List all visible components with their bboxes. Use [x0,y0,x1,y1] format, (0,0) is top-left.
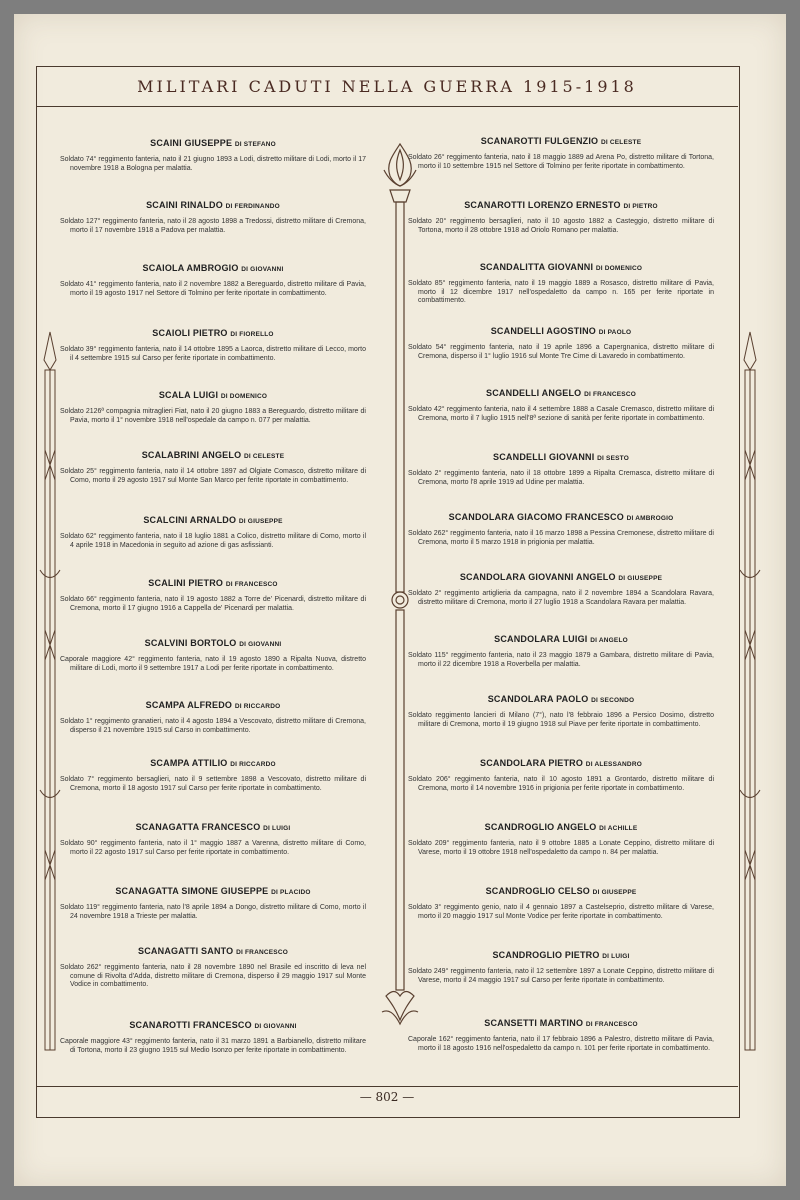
entry [60,1020,366,1055]
entry [60,450,366,485]
entry-name: SCAMPA ATTILIO DI RICCARDO [150,758,276,768]
entry-name: SCANAGATTA SIMONE GIUSEPPE DI PLACIDO [115,886,311,896]
entry-text: Soldato 25° reggimento fanteria, nato il 14 ottobre 1897 ad Olgiate Comasco, distretto militare di Como, morto il 29 agosto 1917 sul Monte San Marco per ferite riportate in combattimento. [60,468,366,484]
entry [60,200,366,235]
entry [408,326,714,361]
entry-text: Caporale maggiore 43° reggimento fanteria, nato il 31 marzo 1891 a Barbianello, distretto militare di Tortona, morto il 23 giugno 1915 sul Medio Isonzo per ferite riportate in combattimento. [60,1038,366,1054]
entry [408,634,714,669]
entry-text: Soldato 262° reggimento fanteria, nato il 16 marzo 1898 a Pessina Cremonese, distretto militare di Cremona, morto il 5 marzo 1918 in prigionia per malattia. [408,530,714,546]
entry-name: SCANDALITTA GIOVANNI DI DOMENICO [479,262,643,272]
entry-name: SCANDELLI AGOSTINO DI PAOLO [490,326,632,336]
entry [60,758,366,793]
entry-text: Soldato 249° reggimento fanteria, nato il 12 settembre 1897 a Lonate Ceppino, distretto militare di Varese, morto il 24 maggio 1917 sul Carso per ferite riportate in combattimento. [408,968,714,984]
entry [408,1018,714,1053]
entry-name: SCANAGATTI SANTO DI FRANCESCO [138,946,288,956]
entry [60,638,366,673]
entry-text: Soldato 90° reggimento fanteria, nato il 1° maggio 1887 a Varenna, distretto militare di Como, morto il 22 agosto 1917 sul Carso per ferite riportate in combattimento. [60,840,366,856]
entry [408,388,714,423]
entry-name: SCANAROTTI FRANCESCO DI GIOVANNI [129,1020,297,1030]
entry-text: Soldato 62° reggimento fanteria, nato il 18 luglio 1881 a Colico, distretto militare di Como, morto il 4 aprile 1918 in Macedonia in seguito ad azione di gas asfissianti. [60,533,366,549]
entry-text: Soldato 74° reggimento fanteria, nato il 21 giugno 1893 a Lodi, distretto militare di Lodi, morto il 17 novembre 1918 a Bologna per malattia. [60,156,366,172]
entry-name: SCAINI RINALDO DI FERDINANDO [146,200,280,210]
entry-name: SCAMPA ALFREDO DI RICCARDO [145,700,281,710]
entry-text: Soldato 85° reggimento fanteria, nato il 19 maggio 1889 a Rosasco, distretto militare di Pavia, morto il 12 dicembre 1917 nell'ospedaletto da campo n. 165 per ferite riportate in combattimento. [408,280,714,305]
entry-text: Soldato 66° reggimento fanteria, nato il 19 agosto 1882 a Torre de' Picenardi, distretto militare di Cremona, morto il 17 giugno 1916 a Cappella de' Picenardi per malattia. [60,596,366,612]
entry-name: SCANDROGLIO CELSO DI GIUSEPPE [485,886,637,896]
footer-divider [36,1086,738,1087]
entry [408,512,714,547]
entry [60,578,366,613]
entry-name: SCALA LUIGI DI DOMENICO [158,390,268,400]
entry-text: Soldato 7° reggimento bersaglieri, nato il 9 settembre 1898 a Vescovato, distretto militare di Cremona, morto il 18 agosto 1917 sul Carso per ferite riportate in combattimento. [60,776,366,792]
entry [60,138,366,173]
entry [60,700,366,735]
entry-name: SCANAROTTI FULGENZIO DI CELESTE [480,136,642,146]
entry-name: SCANDOLARA GIACOMO FRANCESCO DI AMBROGIO [448,512,674,522]
entry-name: SCANDOLARA PAOLO DI SECONDO [487,694,635,704]
entry-name: SCANDELLI ANGELO DI FRANCESCO [486,388,636,398]
right-fasces-ornament [738,330,762,1060]
entry [60,263,366,298]
entry-text: Soldato 262° reggimento fanteria, nato il 28 novembre 1890 nel Brasile ed inscritto di leva nel comune di Rivolta d'Adda, distretto militare di Cremona, disperso il 29 maggio 1917 sul Monte Vodice in combattimento. [60,964,366,989]
entry [408,886,714,921]
entry-name: SCAIOLA AMBROGIO DI GIOVANNI [142,263,284,273]
left-fasces-ornament [38,330,62,1060]
entry-text: Soldato 54° reggimento fanteria, nato il 19 aprile 1896 a Capergnanica, distretto militare di Cremona, disperso il 1° luglio 1916 sul Monte Tre Cime di Lavaredo in combattimento. [408,344,714,360]
entry [408,136,714,171]
entry-name: SCANAROTTI LORENZO ERNESTO DI PIETRO [464,200,658,210]
entry [408,822,714,857]
entry-name: SCANDOLARA PIETRO DI ALESSANDRO [480,758,642,768]
entry-text: Soldato 42° reggimento fanteria, nato il 4 settembre 1888 a Casale Cremasco, distretto militare di Cremona, morto il 7 luglio 1915 nell'8ª sezione di sanità per ferite riportate in combattimento. [408,406,714,422]
entry [60,886,366,921]
entry-text: Soldato 39° reggimento fanteria, nato il 14 ottobre 1895 a Laorca, distretto militare di Lecco, morto il 4 settembre 1915 sul Carso per ferite riportate in combattimento. [60,346,366,362]
entry [60,515,366,550]
entry-name: SCANDROGLIO PIETRO DI LUIGI [492,950,630,960]
entry-text: Soldato 1° reggimento granatieri, nato il 4 agosto 1894 a Vescovato, distretto militare di Cremona, disperso il 21 novembre 1915 sul Carso in combattimento. [60,718,366,734]
entry [60,822,366,857]
entry-text: Soldato 2° reggimento artiglieria da campagna, nato il 2 novembre 1894 a Scandolara Ravara, distretto militare di Cremona, morto il 27 luglio 1918 a Scandolara Ravara per malattia. [408,590,714,606]
entry-name: SCANAGATTA FRANCESCO DI LUIGI [135,822,291,832]
entry-name: SCANDOLARA LUIGI DI ANGELO [494,634,628,644]
entry-text: Soldato 209° reggimento fanteria, nato il 9 ottobre 1885 a Lonate Ceppino, distretto militare di Varese, morto il 19 ottobre 1918 nell'ospedaletto da campo n. 84 per malattia. [408,840,714,856]
entry-name: SCANSETTI MARTINO DI FRANCESCO [484,1018,638,1028]
entry [408,262,714,306]
entry-text: Soldato 41° reggimento fanteria, nato il 2 novembre 1882 a Bereguardo, distretto militare di Pavia, morto il 19 agosto 1917 nel Settore di Tolmino per ferite riportate in combattimento. [60,281,366,297]
page-number: — 802 — [359,1090,415,1104]
entry [60,390,366,425]
entry-text: Soldato 20° reggimento bersaglieri, nato il 10 agosto 1882 a Casteggio, distretto militare di Tortona, morto il 28 ottobre 1918 ad Oriolo Romano per malattia. [408,218,714,234]
entry-text: Soldato 2126ª compagnia mitraglieri Fiat, nato il 20 giugno 1883 a Bereguardo, distretto militare di Pavia, morto il 1° novembre 1918 nell'ospedale da campo n. 077 per malattia. [60,408,366,424]
entry [408,950,714,985]
entry-name: SCANDOLARA GIOVANNI ANGELO DI GIUSEPPE [459,572,663,582]
entry [408,758,714,793]
entry-text: Soldato 119° reggimento fanteria, nato l'8 aprile 1894 a Dongo, distretto militare di Como, morto il 24 novembre 1918 a Trieste per malattia. [60,904,366,920]
entry [408,200,714,235]
entry [408,694,714,729]
entry-name: SCALVINI BORTOLO DI GIOVANNI [144,638,282,648]
entry-text: Soldato 127° reggimento fanteria, nato il 28 agosto 1898 a Tredossi, distretto militare di Cremona, morto il 17 novembre 1918 a Padova per malattia. [60,218,366,234]
entry-name: SCANDELLI GIOVANNI DI SESTO [493,452,629,462]
entry-text: Soldato 206° reggimento fanteria, nato il 10 agosto 1891 a Grontardo, distretto militare di Cremona, morto il 14 novembre 1916 in prigionia per ferite riportate in combattimento. [408,776,714,792]
entry-text: Soldato 115° reggimento fanteria, nato il 23 maggio 1879 a Gambara, distretto militare di Pavia, morto il 22 dicembre 1918 a Roverbella per malattia. [408,652,714,668]
entry [60,328,366,363]
entry-text: Soldato 26° reggimento fanteria, nato il 18 maggio 1889 ad Arena Po, distretto militare di Tortona, morto il 10 settembre 1915 nel Settore di Tolmino per ferite riportate in combattimento. [408,154,714,170]
entry-text: Soldato reggimento lancieri di Milano (7°), nato l'8 febbraio 1896 a Persico Dosimo, distretto militare di Cremona, morto il 19 giugno 1918 sul Piave per ferite riportate in combattimento. [408,712,714,728]
title-bar [36,66,738,107]
entry-name: SCANDROGLIO ANGELO DI ACHILLE [484,822,638,832]
entry-name: SCALINI PIETRO DI FRANCESCO [148,578,278,588]
entry-text: Caporale 162° reggimento fanteria, nato il 17 febbraio 1896 a Palestro, distretto militare di Pavia, morto il 18 agosto 1916 nell'ospedaletto da campo n. 101 per ferite riportate in combattimento. [408,1036,714,1052]
entry-name: SCAINI GIUSEPPE DI STEFANO [150,138,276,148]
entry-text: Soldato 3° reggimento genio, nato il 4 gennaio 1897 a Castelseprio, distretto militare di Varese, morto il 20 maggio 1917 sul Monte Vodice per ferite riportate in combattimento. [408,904,714,920]
entry-text: Caporale maggiore 42° reggimento fanteria, nato il 19 agosto 1890 a Ripalta Nuova, distretto militare di Lodi, morto il 9 settembre 1917 a Lodi per ferite riportate in combattimento. [60,656,366,672]
entry [60,946,366,990]
entry-name: SCALCINI ARNALDO DI GIUSEPPE [143,515,283,525]
entry-text: Soldato 2° reggimento fanteria, nato il 18 ottobre 1899 a Ripalta Cremasca, distretto militare di Cremona, morto l'8 aprile 1919 ad Udine per malattia. [408,470,714,486]
entry-name: SCALABRINI ANGELO DI CELESTE [141,450,285,460]
entry [408,452,714,487]
entry-name: SCAIOLI PIETRO DI FIORELLO [152,328,274,338]
page-title: MILITARI CADUTI NELLA GUERRA 1915-1918 [137,76,637,96]
entry [408,572,714,607]
